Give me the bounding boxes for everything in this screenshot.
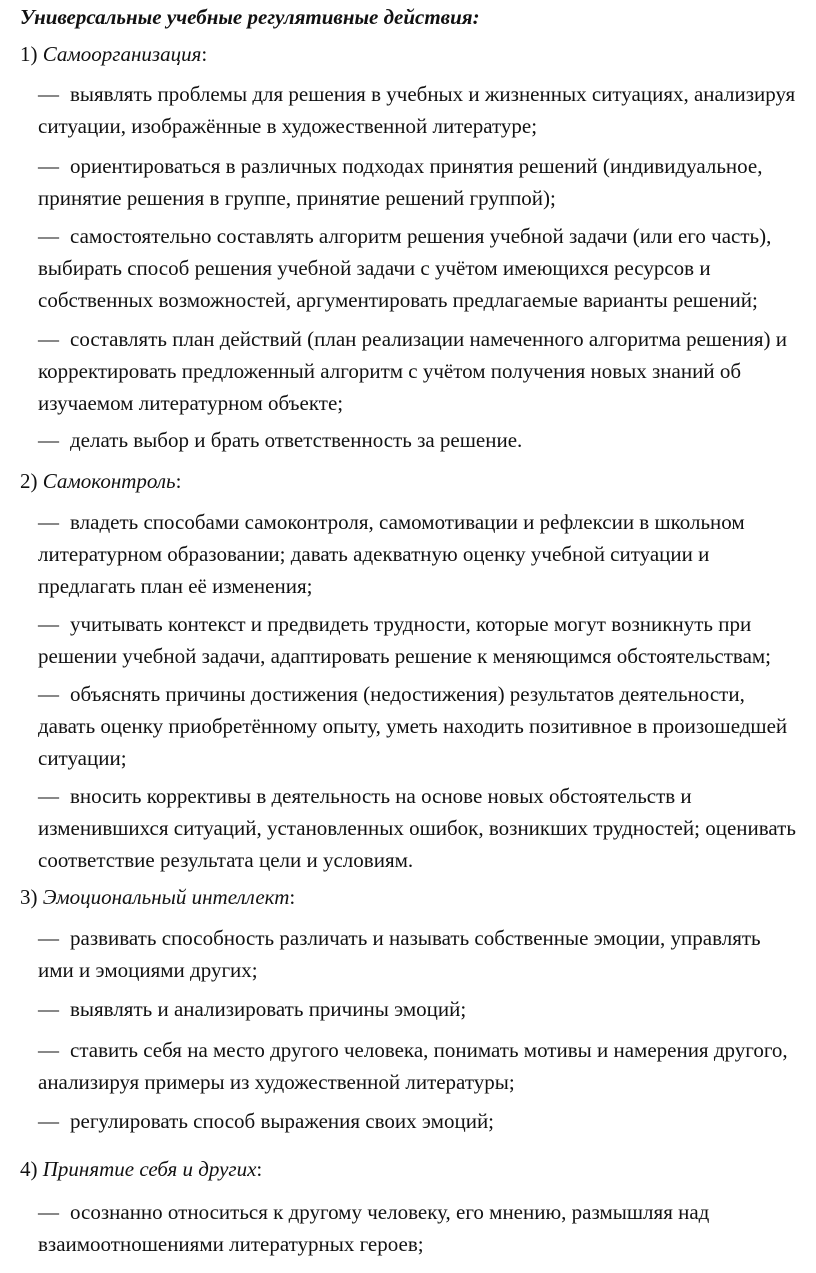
item-text: выявлять проблемы для решения в учебных и жизненных ситуациях, анализируя ситуации, изображённые в художественной литературе; <box>38 82 796 138</box>
item-text: самостоятельно составлять алгоритм решения учебной задачи (или его часть), выбирать способ решения учебной задачи с учётом имеющихся ресурсов и собственных возможностей, аргументировать предлагаемые варианты решений; <box>38 224 772 312</box>
list-item <box>38 506 798 602</box>
dash: — <box>38 1200 59 1224</box>
dash: — <box>38 926 59 950</box>
dash: — <box>38 1038 59 1062</box>
item-text: ориентироваться в различных подходах принятия решений (индивидуальное, принятие решения в группе, принятие решений группой); <box>38 154 763 210</box>
list-item <box>38 922 798 986</box>
section-number: 4) <box>20 1157 38 1181</box>
item-text: вносить коррективы в деятельность на основе новых обстоятельств и изменившихся ситуаций, установленных ошибок, возникших трудностей; оценивать соответствие результата цели и условиям. <box>38 784 796 872</box>
dash: — <box>38 997 59 1021</box>
section-title: Эмоциональный интеллект <box>42 885 290 909</box>
dash: — <box>38 1109 59 1133</box>
dash: — <box>38 612 59 636</box>
item-text: делать выбор и брать ответственность за решение. <box>70 428 523 452</box>
dash: — <box>38 510 59 534</box>
list-item <box>38 993 798 1025</box>
section-title: Самоорганизация <box>42 42 202 66</box>
item-text: ставить себя на место другого человека, понимать мотивы и намерения другого, анализируя примеры из художественной литературы; <box>38 1038 788 1094</box>
section-number: 2) <box>20 469 38 493</box>
section-suffix: : <box>289 885 296 909</box>
list-item <box>38 608 798 672</box>
list-item <box>38 323 798 419</box>
list-item <box>38 150 798 214</box>
list-item <box>38 78 798 142</box>
list-item <box>38 678 798 774</box>
document-heading: Универсальные учебные регулятивные действия: <box>20 5 480 29</box>
section-suffix: : <box>201 42 208 66</box>
item-text: составлять план действий (план реализации намеченного алгоритма решения) и корректировать предложенный алгоритм с учётом получения новых знаний об изучаемом литературном объекте; <box>38 327 787 415</box>
item-text: осознанно относиться к другому человеку, его мнению, размышляя над взаимоотношениями литературных героев; <box>38 1200 710 1256</box>
section-1-header <box>20 39 207 69</box>
list-item <box>38 1105 798 1137</box>
list-item <box>38 780 798 876</box>
list-item <box>38 1034 798 1098</box>
item-text: объяснять причины достижения (недостижения) результатов деятельности, давать оценку приобретённому опыту, уметь находить позитивное в произошедшей ситуации; <box>38 682 788 770</box>
dash: — <box>38 224 59 248</box>
section-number: 1) <box>20 42 38 66</box>
section-number: 3) <box>20 885 38 909</box>
section-4-header <box>20 1154 262 1184</box>
dash: — <box>38 428 59 452</box>
dash: — <box>38 682 59 706</box>
dash: — <box>38 784 59 808</box>
item-text: владеть способами самоконтроля, самомотивации и рефлексии в школьном литературном образовании; давать адекватную оценку учебной ситуации и предлагать план её изменения; <box>38 510 745 598</box>
item-text: выявлять и анализировать причины эмоций; <box>70 997 467 1021</box>
dash: — <box>38 327 59 351</box>
list-item <box>38 424 798 456</box>
section-title: Самоконтроль <box>42 469 176 493</box>
section-3-header <box>20 882 295 912</box>
item-text: развивать способность различать и называть собственные эмоции, управлять ими и эмоциями других; <box>38 926 761 982</box>
section-2-header <box>20 466 181 496</box>
list-item <box>38 1196 798 1260</box>
section-suffix: : <box>175 469 182 493</box>
item-text: регулировать способ выражения своих эмоций; <box>70 1109 495 1133</box>
section-suffix: : <box>256 1157 263 1181</box>
item-text: учитывать контекст и предвидеть трудности, которые могут возникнуть при решении учебной задачи, адаптировать решение к меняющимся обстоятельствам; <box>38 612 772 668</box>
dash: — <box>38 154 59 178</box>
dash: — <box>38 82 59 106</box>
list-item <box>38 220 798 316</box>
section-title: Принятие себя и других <box>42 1157 257 1181</box>
